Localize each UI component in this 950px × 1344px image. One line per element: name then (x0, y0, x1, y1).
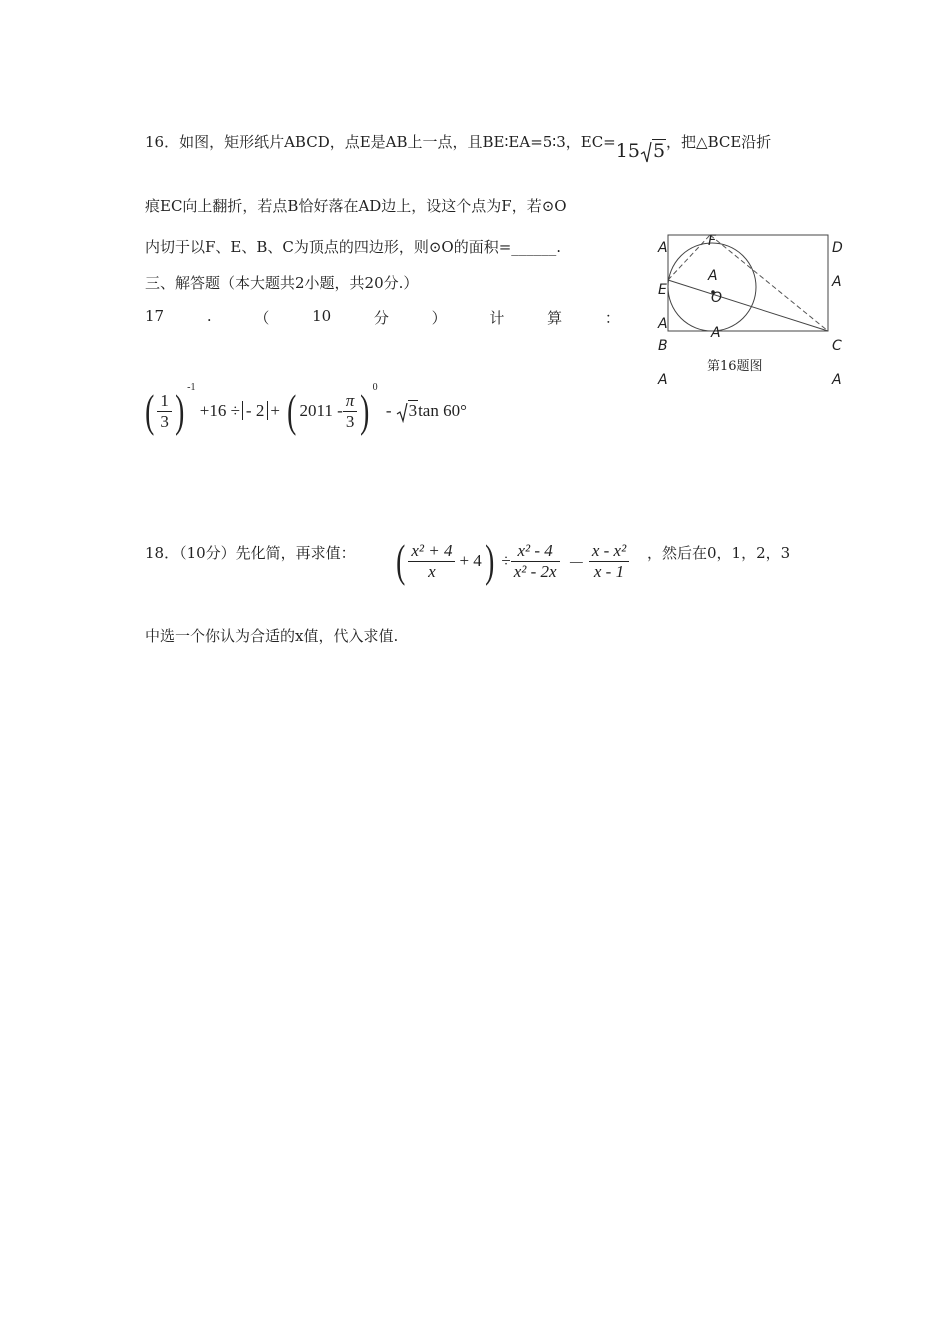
q16-text-b: ，把△BCE沿折 (666, 133, 772, 151)
q18-prefix: 18．（10分）先化简，再求值： (145, 544, 356, 562)
ec-value (616, 140, 666, 162)
q17-expression: ( $\frac{1}{3}$ ) $^{-1}$ +16 ÷ - 2 + ( 2011 - $\frac{\pi}{3}$ ) $^0$ - 3tan 60° (145, 382, 467, 436)
section-3-heading: 三、解答题（本大题共2小题，共20分.） (145, 274, 419, 292)
ec-sqrt (640, 140, 666, 162)
minus-fullwidth: － (567, 553, 585, 573)
label-a-center: A (708, 268, 718, 284)
label-d: D (832, 240, 843, 256)
minus-sign: - (385, 401, 392, 420)
frac-b: $\frac{\text{x² - 4}}{\text{x² - 2x}}$ (511, 541, 560, 582)
abs-value: - 2 (242, 401, 268, 420)
radical-icon (640, 142, 652, 164)
q17-dot: . (206, 307, 212, 325)
q16-line3: 内切于以F、E、B、C为顶点的四边形，则⊙O的面积=______. (145, 238, 562, 256)
label-o: O (711, 290, 723, 306)
label-b: B (658, 338, 668, 354)
ec-radicand: 5 (652, 140, 666, 162)
q18-expression: ( $\frac{\text{x² + 4}}{x}$ + 4) ÷ $\frac{\text{x² - 4}}{\text{x² - 2x}}$ － $\frac{\text{x - x²}}{x - 1}$ (393, 538, 629, 584)
label-e: E (658, 282, 667, 298)
figure-caption: 第16题图 (707, 359, 763, 374)
q17-colon: ： (604, 309, 620, 327)
q16-line2: 痕EC向上翻折，若点B恰好落在AD边上，设这个点为F，若⊙O (145, 197, 567, 215)
frac-pi-third: $\frac{\pi}{3}$ (343, 391, 358, 432)
plus-sign: + (270, 401, 280, 420)
year-minus: 2011 - (299, 401, 343, 420)
label-a-bottom-right: A (832, 372, 842, 388)
q16-text-a: 16．如图，矩形纸片ABCD，点E是AB上一点，且BE∶EA=5∶3，EC= (145, 133, 616, 151)
dashed-ef (668, 235, 710, 280)
exp-neg-one: -1 (187, 382, 196, 394)
q17-number: 17 (145, 307, 165, 325)
label-a-right-1: A (832, 274, 842, 290)
label-a-top-left: A (658, 240, 668, 256)
rectangle-abcd (668, 235, 828, 331)
figure-16 (665, 230, 845, 340)
inscribed-circle (668, 243, 756, 331)
tan-60: tan 60° (418, 401, 467, 420)
q16-line1 (145, 130, 772, 162)
frac-c: $\frac{\text{x - x²}}{x - 1}$ (589, 541, 629, 582)
sqrt-three: 3 (396, 401, 419, 421)
label-a-left-2: A (658, 316, 668, 332)
dashed-fc (710, 235, 828, 331)
label-a-bottom-left: A (658, 372, 668, 388)
fold-line-ec (668, 280, 828, 331)
q17-suan: 算 (547, 309, 563, 327)
q17-paren-close: ） (431, 309, 447, 327)
radical-icon (396, 403, 408, 423)
q17-paren-open: （ (254, 309, 270, 327)
label-a-bottom: A (711, 325, 721, 341)
plus-16-div: +16 ÷ (199, 401, 240, 420)
q17-ji: 计 (489, 309, 505, 327)
plus-four: + 4 (459, 551, 482, 570)
q17-score: 10 (312, 307, 332, 325)
q17-fen: 分 (373, 309, 389, 327)
frac-one-third: $\frac{1}{3}$ (157, 391, 172, 432)
q18-suffix: ，然后在0，1，2，3 (647, 544, 791, 562)
frac-a: $\frac{\text{x² + 4}}{x}$ (408, 541, 455, 582)
divide-sign: ÷ (501, 551, 511, 570)
exp-zero: 0 (372, 382, 378, 394)
q18-line2: 中选一个你认为合适的x值，代入求值. (145, 627, 399, 645)
ec-coef: 15 (615, 140, 640, 162)
label-f: F (708, 233, 717, 249)
label-c: C (832, 338, 842, 354)
q17-header (145, 307, 620, 328)
